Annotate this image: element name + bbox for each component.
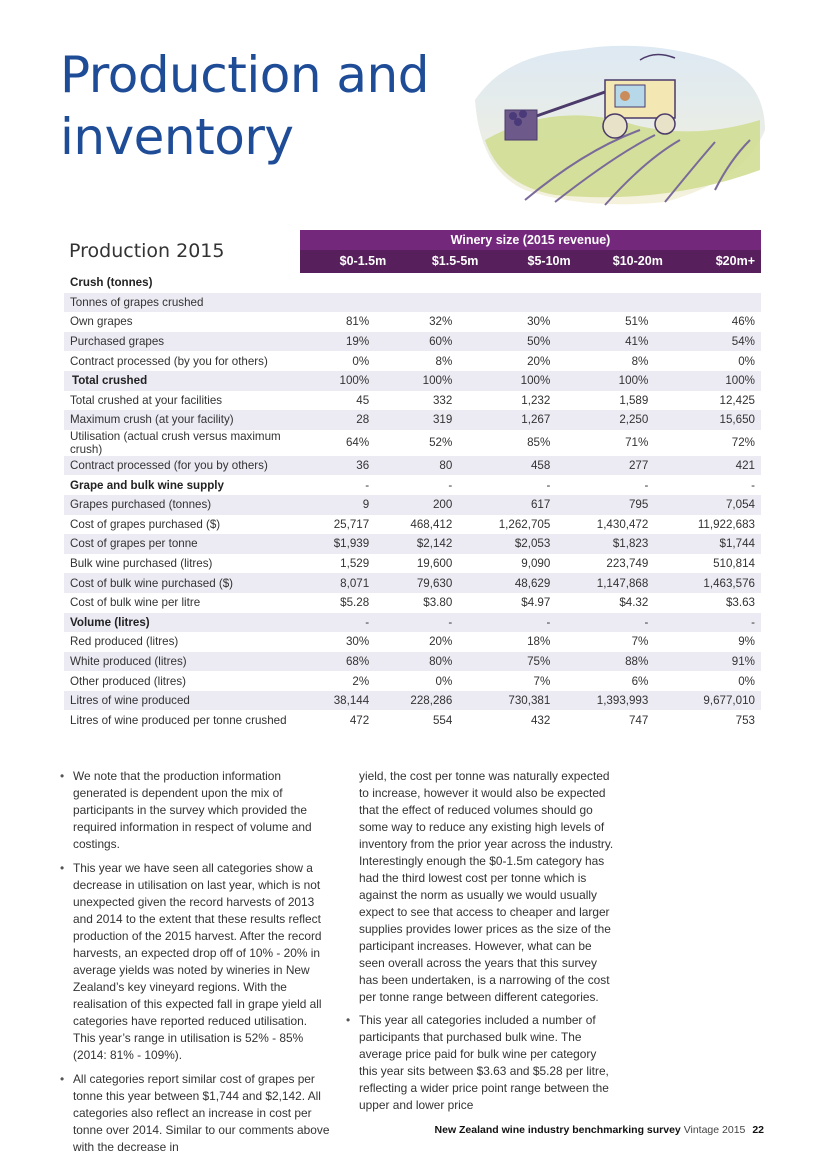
table-body <box>64 273 761 730</box>
cell-value: 19% <box>302 332 375 352</box>
cell-value: 510,814 <box>713 557 755 571</box>
cell-value: 15,650 <box>654 410 761 430</box>
cell-value: $3.63 <box>725 596 755 610</box>
cell-value: 0% <box>738 674 755 688</box>
cell-value: 1,430,472 <box>596 517 649 531</box>
cell-value: 68% <box>302 652 375 672</box>
cell-value: 91% <box>654 652 761 672</box>
cell-value: - <box>644 478 649 492</box>
cell-value: 332 <box>432 393 453 407</box>
cell-value: 747 <box>628 713 649 727</box>
page-title-line-2: inventory <box>60 108 294 166</box>
column-header: $10-20m <box>612 254 663 268</box>
table-row <box>64 652 761 672</box>
cell-value: 9,090 <box>521 557 551 571</box>
cell-value: 60% <box>375 332 458 352</box>
cell-value: 468,412 <box>410 517 453 531</box>
cell-value: 8% <box>435 354 453 368</box>
cell-value: 617 <box>458 495 556 515</box>
table-row <box>64 495 761 515</box>
cell-value: 1,529 <box>340 557 370 571</box>
cell-value: - <box>365 478 370 492</box>
cell-value: 795 <box>556 495 654 515</box>
cell-value: - <box>302 613 375 633</box>
cell-value: 8,071 <box>302 573 375 593</box>
cell-value: 753 <box>735 713 755 727</box>
cell-value: 100% <box>556 371 654 391</box>
cell-value <box>654 293 761 313</box>
table-row <box>64 351 761 371</box>
cell-value: 100% <box>654 371 761 391</box>
cell-value: 81% <box>345 315 370 329</box>
cell-value: 432 <box>530 713 551 727</box>
cell-value: $4.32 <box>619 596 649 610</box>
cell-value: 1,267 <box>458 410 556 430</box>
cell-value: 25,717 <box>333 517 370 531</box>
cell-value <box>458 273 556 293</box>
bullet-paragraph: • This year all categories included a number of participants that purchased bulk wine. The average price paid for bulk wine per category this year sits between $3.63 and $5.28 per litre, reflecting a wider price point range between the upper and lower price <box>346 1012 618 1114</box>
row-label: Tonnes of grapes crushed <box>64 293 302 313</box>
table-row <box>64 293 761 313</box>
production-table <box>64 230 761 730</box>
cell-value: 277 <box>556 456 654 476</box>
row-label: Cost of grapes per tonne <box>64 534 302 554</box>
page-title-line-1: Production and <box>60 46 429 104</box>
bullet-paragraph: • This year we have seen all categories show a decrease in utilisation on last year, which is not unexpected given the record harvests of 2013 and 2014 to the extent that these results reflect production of the 2015 harvest. After the record harvests, an expected drop off of 10% - 20% in average yields was noted by wineries in New Zealand’s key vineyard regions. With the realisation of this expected fall in grape yield all categories have reported reduced utilisation. This year’s range in utilisation is 52% - 85% (2014: 81% - 109%). <box>60 860 332 1064</box>
cell-value <box>556 293 654 313</box>
cell-value: 64% <box>345 436 370 450</box>
cell-value: 18% <box>527 635 551 649</box>
cell-value <box>302 273 375 293</box>
cell-value: 7% <box>631 635 649 649</box>
row-label: Grape and bulk wine supply <box>70 478 224 492</box>
cell-value: 0% <box>352 354 370 368</box>
cell-value: $1,823 <box>556 534 654 554</box>
table-row <box>64 475 761 495</box>
cell-value: 200 <box>375 495 458 515</box>
cell-value: 85% <box>527 436 551 450</box>
cell-value: 2,250 <box>556 410 654 430</box>
column-header: $1.5-5m <box>431 254 479 268</box>
row-label: Grapes purchased (tonnes) <box>64 495 302 515</box>
cell-value: - <box>556 613 654 633</box>
table-row <box>64 515 761 535</box>
cell-value: 100% <box>375 371 458 391</box>
cell-value: 52% <box>429 436 453 450</box>
column-header: $5-10m <box>527 254 571 268</box>
cell-value: $5.28 <box>340 596 370 610</box>
cell-value: - <box>654 613 761 633</box>
cell-value: 0% <box>435 674 453 688</box>
cell-value: 72% <box>731 436 755 450</box>
cell-value <box>375 293 458 313</box>
cell-value: 1,589 <box>619 393 649 407</box>
cell-value: 472 <box>349 713 370 727</box>
table-title: Production 2015 <box>69 240 225 262</box>
cell-value <box>375 273 458 293</box>
row-label: Litres of wine produced <box>64 691 302 711</box>
cell-value: 8% <box>631 354 649 368</box>
row-label: Cost of bulk wine per litre <box>70 596 201 610</box>
cell-value: 80 <box>375 456 458 476</box>
row-label: Litres of wine produced per tonne crushed <box>70 713 287 727</box>
footer-vintage: Vintage 2015 <box>683 1124 746 1136</box>
row-label: Crush (tonnes) <box>70 276 153 290</box>
table-column-headers <box>300 250 761 273</box>
cell-value: - <box>375 613 458 633</box>
row-label: Total crushed at your facilities <box>70 393 223 407</box>
column-header: $20m+ <box>715 254 756 268</box>
cell-value <box>302 293 375 313</box>
table-row <box>64 371 761 391</box>
cell-value: 730,381 <box>458 691 556 711</box>
cell-value: - <box>751 478 755 492</box>
cell-value: - <box>448 478 453 492</box>
cell-value: 75% <box>458 652 556 672</box>
table-row <box>64 554 761 574</box>
cell-value: 88% <box>556 652 654 672</box>
row-label: Own grapes <box>70 315 133 329</box>
cell-value: 0% <box>738 354 755 368</box>
row-label: Red produced (litres) <box>70 635 179 649</box>
cell-value: 7,054 <box>654 495 761 515</box>
page-footer <box>0 1124 764 1136</box>
cell-value: 421 <box>654 456 761 476</box>
cell-value: $2,142 <box>375 534 458 554</box>
text-column-right <box>346 768 618 1121</box>
row-label: Other produced (litres) <box>70 674 186 688</box>
cell-value: 30% <box>345 635 370 649</box>
cell-value: 48,629 <box>458 573 556 593</box>
row-label: Contract processed (for you by others) <box>64 456 302 476</box>
cell-value: $1,744 <box>654 534 761 554</box>
cell-value: 45 <box>356 393 370 407</box>
bullet-paragraph: • We note that the production information generated is dependent upon the mix of participants in the survey which provided the required information in respect of volume and costings. <box>60 768 332 853</box>
cell-value: 36 <box>302 456 375 476</box>
cell-value: 38,144 <box>302 691 375 711</box>
cell-value <box>654 273 761 293</box>
cell-value: 554 <box>432 713 453 727</box>
cell-value: 100% <box>458 371 556 391</box>
cell-value: 223,749 <box>606 557 649 571</box>
cell-value: 50% <box>458 332 556 352</box>
row-label: Cost of grapes purchased ($) <box>70 517 221 531</box>
table-row <box>64 410 761 430</box>
cell-value: $4.97 <box>521 596 551 610</box>
cell-value: 32% <box>429 315 453 329</box>
page-number: 22 <box>752 1124 764 1136</box>
row-label: Bulk wine purchased (litres) <box>70 557 213 571</box>
cell-value: 7% <box>533 674 551 688</box>
cell-value <box>556 273 654 293</box>
table-row <box>64 534 761 554</box>
row-label: Total crushed <box>64 371 302 391</box>
bullet-paragraph: • All categories report similar cost of grapes per tonne this year between $1,744 and $2,142. All categories also reflect an increase in cost per tonne over 2014. Similar to our comments above with the decrease in <box>60 1071 332 1156</box>
cell-value: 1,393,993 <box>556 691 654 711</box>
cell-value: $2,053 <box>458 534 556 554</box>
row-label: Utilisation (actual crush versus maximum crush) <box>70 429 281 456</box>
cell-value: 1,463,576 <box>654 573 761 593</box>
cell-value: $1,939 <box>302 534 375 554</box>
cell-value: 228,286 <box>375 691 458 711</box>
cell-value: 80% <box>375 652 458 672</box>
table-row <box>64 593 761 613</box>
cell-value: $3.80 <box>423 596 453 610</box>
cell-value: 100% <box>302 371 375 391</box>
cell-value: 19,600 <box>416 557 453 571</box>
row-label: White produced (litres) <box>64 652 302 672</box>
cell-value: 71% <box>625 436 649 450</box>
table-row <box>64 671 761 691</box>
cell-value: 46% <box>731 315 755 329</box>
table-row <box>64 391 761 411</box>
cell-value: 11,922,683 <box>697 517 755 531</box>
column-header: $0-1.5m <box>339 254 387 268</box>
cell-value: 1,262,705 <box>498 517 551 531</box>
footer-publication: New Zealand wine industry benchmarking survey <box>434 1124 681 1136</box>
cell-value <box>458 293 556 313</box>
cell-value: 1,232 <box>521 393 551 407</box>
cell-value: 51% <box>625 315 649 329</box>
table-row <box>64 710 761 730</box>
cell-value: 458 <box>458 456 556 476</box>
cell-value: 9 <box>302 495 375 515</box>
cell-value: 9% <box>738 635 755 649</box>
cell-value: 20% <box>527 354 551 368</box>
cell-value: - <box>546 478 551 492</box>
cell-value: 319 <box>375 410 458 430</box>
row-label: Cost of bulk wine purchased ($) <box>64 573 302 593</box>
row-label: Volume (litres) <box>64 613 302 633</box>
table-row <box>64 430 761 456</box>
cell-value: 12,425 <box>719 393 755 407</box>
table-row <box>64 273 761 293</box>
cell-value: 20% <box>429 635 453 649</box>
continued-paragraph: yield, the cost per tonne was naturally expected to increase, however it would also be expected that the effect of reduced volumes should go some way to reduce any existing high levels of inventory from the prior year across the industry. Interestingly enough the $0-1.5m category has had the third lowest cost per tonne which is against the norm as usually we would usually expect to see that access to cheaper and larger supplies provides lower prices as the size of the participant increases. However, what can be seen overall across the years that this survey has been undertaken, is a narrowing of the cost per tonne range between different categories. <box>359 769 614 1004</box>
text-column-left <box>60 768 332 1163</box>
cell-value: 30% <box>527 315 551 329</box>
table-row <box>64 312 761 332</box>
table-row <box>64 691 761 711</box>
row-label: Maximum crush (at your facility) <box>64 410 302 430</box>
cell-value: 9,677,010 <box>654 691 761 711</box>
table-group-header: Winery size (2015 revenue) <box>300 230 761 250</box>
table-row <box>64 573 761 593</box>
cell-value: 6% <box>631 674 649 688</box>
row-label: Purchased grapes <box>64 332 302 352</box>
table-row <box>64 332 761 352</box>
table-row <box>64 456 761 476</box>
cell-value: - <box>458 613 556 633</box>
table-row <box>64 613 761 633</box>
cell-value: 54% <box>654 332 761 352</box>
cell-value: 1,147,868 <box>556 573 654 593</box>
tractor-harvest-illustration <box>465 30 775 210</box>
table-row <box>64 632 761 652</box>
cell-value: 28 <box>302 410 375 430</box>
cell-value: 2% <box>352 674 370 688</box>
cell-value: 41% <box>556 332 654 352</box>
row-label: Contract processed (by you for others) <box>70 354 268 368</box>
page-title <box>60 44 429 168</box>
cell-value: 79,630 <box>375 573 458 593</box>
